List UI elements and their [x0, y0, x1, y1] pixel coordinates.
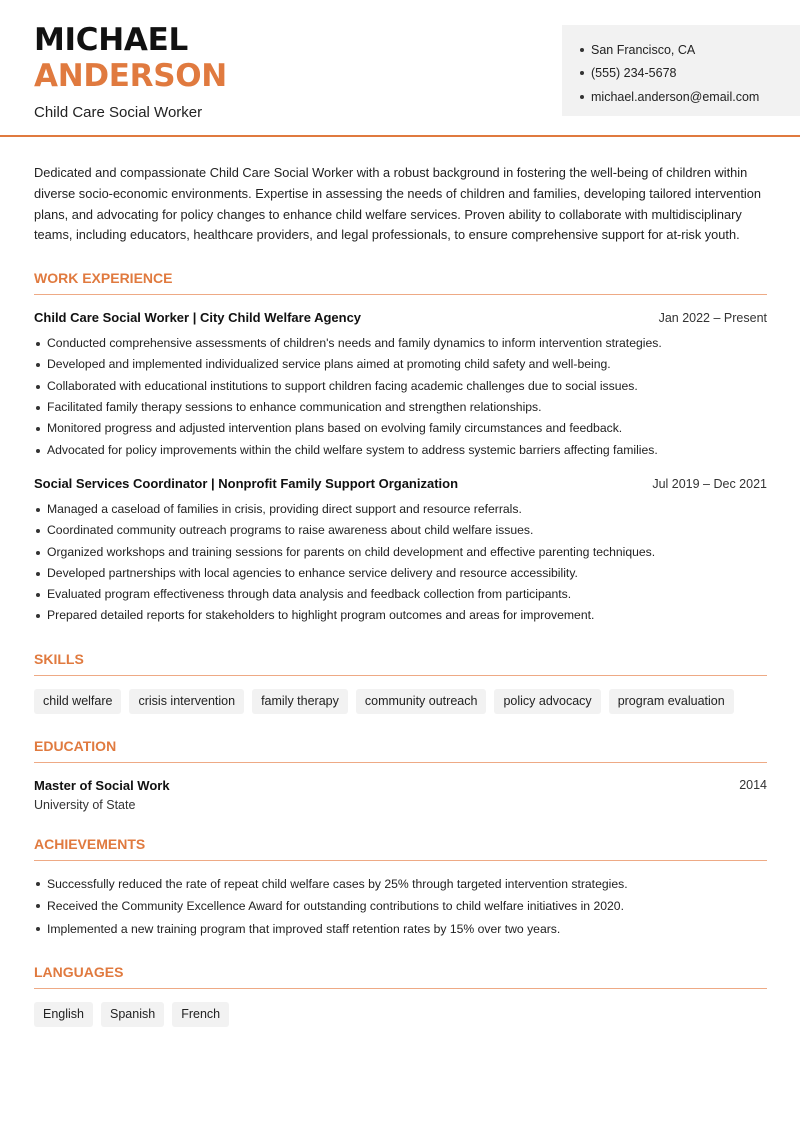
contact-location [580, 38, 800, 62]
skills-list [34, 689, 767, 714]
section-title-achievements: ACHIEVEMENTS [34, 836, 767, 861]
skill-tag: crisis intervention [129, 689, 244, 714]
section-title-work: WORK EXPERIENCE [34, 270, 767, 295]
job-bullet: Coordinated community outreach programs to raise awareness about child welfare issues. [34, 520, 767, 541]
achievement-item: Implemented a new training program that improved staff retention rates by 15% over two years. [34, 918, 767, 941]
education-school: University of State [34, 797, 136, 812]
language-tag: English [34, 1002, 93, 1027]
job-entry [34, 476, 767, 627]
job-bullet: Prepared detailed reports for stakeholders to highlight program outcomes and areas for improvement. [34, 605, 767, 626]
last-name: ANDERSON [34, 58, 227, 94]
job-bullets [34, 499, 767, 627]
skill-tag: family therapy [252, 689, 348, 714]
resume-header [0, 0, 800, 137]
contact-location-text: San Francisco, CA [591, 42, 696, 57]
bullet-icon [580, 95, 584, 99]
job-header [34, 310, 767, 325]
contact-phone [580, 62, 800, 86]
job-bullet: Collaborated with educational institutions to support children facing academic challenges due to social issues. [34, 376, 767, 397]
job-bullet: Organized workshops and training sessions for parents on child development and effective parenting techniques. [34, 542, 767, 563]
section-title-education: EDUCATION [34, 738, 767, 763]
languages-list [34, 1002, 767, 1027]
job-role: Child Care Social Worker | City Child Welfare Agency [34, 310, 362, 326]
contact-box [562, 25, 800, 116]
first-name: MICHAEL [34, 22, 188, 58]
achievement-item: Received the Community Excellence Award for outstanding contributions to child welfare initiatives in 2020. [34, 895, 767, 918]
job-header [34, 476, 767, 491]
job-dates: Jan 2022 – Present [658, 311, 767, 326]
job-bullet: Developed and implemented individualized service plans aimed at promoting child safety and well-being. [34, 354, 767, 375]
job-bullet: Developed partnerships with local agencies to enhance service delivery and resource accessibility. [34, 563, 767, 584]
education-entry [34, 778, 767, 812]
language-tag: French [172, 1002, 229, 1027]
skill-tag: program evaluation [609, 689, 734, 714]
name-block [34, 22, 227, 121]
achievements-list [34, 873, 767, 941]
job-bullet: Monitored progress and adjusted intervention plans based on evolving family circumstances and feedback. [34, 418, 767, 439]
education-year: 2014 [739, 777, 767, 792]
job-dates: Jul 2019 – Dec 2021 [652, 476, 767, 491]
job-bullet: Advocated for policy improvements within the child welfare system to address systemic barriers affecting families. [34, 440, 767, 461]
language-tag: Spanish [101, 1002, 164, 1027]
skill-tag: community outreach [356, 689, 487, 714]
job-bullet: Conducted comprehensive assessments of children's needs and family dynamics to inform intervention strategies. [34, 333, 767, 354]
summary: Dedicated and compassionate Child Care Social Worker with a robust background in fostering the well-being of children within diverse socio-economic environments. Expertise in assessing the needs of children and families, developing tailored intervention plans, and advocating for policy changes to enhance child welfare services. Proven ability to collaborate with multidisciplinary teams, including educators, healthcare providers, and legal professionals, to ensure comprehensive support for at-risk youth. [34, 165, 761, 243]
education-degree: Master of Social Work [34, 777, 170, 793]
achievement-item: Successfully reduced the rate of repeat child welfare cases by 25% through targeted intervention strategies. [34, 873, 767, 896]
bullet-icon [580, 48, 584, 52]
job-entry [34, 310, 767, 461]
contact-phone-text: (555) 234-5678 [591, 66, 677, 81]
job-role: Social Services Coordinator | Nonprofit Family Support Organization [34, 475, 459, 491]
skill-tag: policy advocacy [494, 689, 600, 714]
section-title-skills: SKILLS [34, 651, 767, 676]
contact-email-text: michael.anderson@email.com [591, 89, 760, 104]
skill-tag: child welfare [34, 689, 121, 714]
section-title-languages: LANGUAGES [34, 964, 767, 989]
job-bullet: Managed a caseload of families in crisis, providing direct support and resource referrals. [34, 499, 767, 520]
job-bullet: Evaluated program effectiveness through data analysis and feedback collection from participants. [34, 584, 767, 605]
job-bullet: Facilitated family therapy sessions to enhance communication and strengthen relationships. [34, 397, 767, 418]
education-header [34, 778, 767, 793]
contact-email [580, 85, 800, 109]
resume-body [34, 163, 767, 1027]
bullet-icon [580, 71, 584, 75]
job-bullets [34, 333, 767, 461]
job-title: Child Care Social Worker [34, 104, 203, 121]
